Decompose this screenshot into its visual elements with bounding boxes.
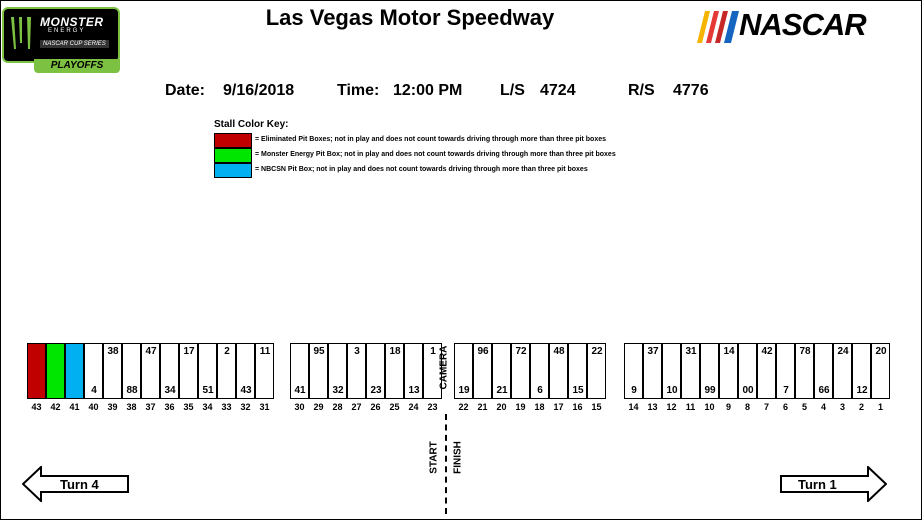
stall-car-number: 00	[742, 385, 754, 396]
stall-index: 41	[69, 402, 80, 412]
stall-index: 29	[313, 402, 324, 412]
stall-index: 19	[515, 402, 526, 412]
stall-car-number: 17	[183, 346, 195, 357]
stall-index: 5	[801, 402, 807, 412]
stall-car-number: 19	[458, 385, 470, 396]
time-label: Time:	[337, 82, 380, 99]
stall-index: 13	[647, 402, 658, 412]
stall-car-number: 48	[553, 346, 565, 357]
playoffs-badge: PLAYOFFS	[34, 59, 120, 73]
start-label: START	[428, 441, 440, 474]
pit-stall	[255, 343, 274, 399]
turn4-label: Turn 4	[60, 477, 99, 492]
stall-index: 42	[50, 402, 61, 412]
pit-stall	[46, 343, 65, 399]
camera-label: CAMERA	[438, 345, 450, 390]
stall-car-number: 99	[704, 385, 716, 396]
stall-car-number: 43	[240, 385, 252, 396]
stall-car-number: 41	[294, 385, 306, 396]
stall-car-number: 20	[875, 346, 887, 357]
key-text: = Monster Energy Pit Box; not in play and does not count towards driving through more than three pit boxes	[255, 151, 616, 158]
stall-index: 2	[858, 402, 864, 412]
key-text: = NBCSN Pit Box; not in play and does not count towards driving through more than three pit boxes	[255, 166, 588, 173]
date-label: Date:	[165, 82, 206, 99]
stall-car-number: 9	[631, 385, 637, 396]
color-key-title: Stall Color Key:	[214, 119, 289, 130]
logo-sub-text: ENERGY	[48, 28, 86, 34]
time-value: 12:00 PM	[393, 82, 463, 99]
stall-index: 21	[477, 402, 488, 412]
stall-index: 15	[591, 402, 602, 412]
stall-car-number: 88	[126, 385, 138, 396]
stall-index: 38	[126, 402, 137, 412]
stall-index: 4	[820, 402, 826, 412]
finish-label: FINISH	[452, 441, 464, 474]
stall-car-number: 18	[389, 346, 401, 357]
turn1-arrow	[779, 466, 887, 507]
stall-car-number: 34	[164, 385, 176, 396]
stall-index: 43	[31, 402, 42, 412]
pit-stall	[587, 343, 606, 399]
stall-index: 34	[202, 402, 213, 412]
stall-car-number: 1	[430, 346, 436, 357]
stall-index: 18	[534, 402, 545, 412]
stall-car-number: 15	[572, 385, 584, 396]
stall-car-number: 14	[723, 346, 735, 357]
logo-brand-text: MONSTER	[40, 15, 104, 29]
stall-index: 36	[164, 402, 175, 412]
stall-car-number: 4	[91, 385, 97, 396]
stall-car-number: 12	[856, 385, 868, 396]
stall-index: 23	[427, 402, 438, 412]
stall-index: 30	[294, 402, 305, 412]
stall-index: 11	[685, 402, 696, 412]
stall-car-number: 11	[259, 346, 271, 357]
stall-car-number: 24	[837, 346, 849, 357]
stall-car-number: 31	[685, 346, 697, 357]
stall-index: 8	[744, 402, 750, 412]
stall-index: 10	[704, 402, 715, 412]
stall-car-number: 6	[537, 385, 543, 396]
stall-car-number: 38	[107, 346, 119, 357]
stall-index: 22	[458, 402, 469, 412]
stall-index: 7	[763, 402, 769, 412]
stall-index: 35	[183, 402, 194, 412]
stall-car-number: 10	[666, 385, 678, 396]
page-title: Las Vegas Motor Speedway	[265, 5, 555, 30]
date-value: 9/16/2018	[223, 82, 295, 99]
logo-series-text: NASCAR CUP SERIES	[40, 40, 109, 48]
stall-index: 28	[332, 402, 343, 412]
stall-index: 24	[408, 402, 419, 412]
stall-car-number: 51	[202, 385, 214, 396]
stall-car-number: 95	[313, 346, 325, 357]
stall-index: 12	[666, 402, 677, 412]
stall-car-number: 2	[224, 346, 230, 357]
ls-value: 4724	[540, 82, 576, 99]
stall-car-number: 32	[332, 385, 344, 396]
stall-index: 31	[259, 402, 270, 412]
stall-index: 3	[839, 402, 845, 412]
stall-index: 39	[107, 402, 118, 412]
start-finish-line	[445, 414, 447, 514]
stall-index: 40	[88, 402, 99, 412]
stall-car-number: 42	[761, 346, 773, 357]
stall-index: 16	[572, 402, 583, 412]
turn4-arrow	[22, 466, 130, 507]
pit-stall	[27, 343, 46, 399]
stall-car-number: 72	[515, 346, 527, 357]
stall-index: 9	[725, 402, 731, 412]
stall-car-number: 78	[799, 346, 811, 357]
stall-car-number: 66	[818, 385, 830, 396]
stall-index: 25	[389, 402, 400, 412]
stall-car-number: 7	[783, 385, 789, 396]
rs-value: 4776	[673, 82, 709, 99]
stall-index: 20	[496, 402, 507, 412]
nascar-wordmark: NASCAR	[739, 7, 866, 42]
stall-car-number: 23	[370, 385, 382, 396]
ls-label: L/S	[500, 82, 525, 99]
turn1-label: Turn 1	[798, 477, 837, 492]
stall-index: 14	[628, 402, 639, 412]
stall-index: 27	[351, 402, 362, 412]
stall-index: 33	[221, 402, 232, 412]
key-text: = Eliminated Pit Boxes; not in play and does not count towards driving through more than three pit boxes	[255, 136, 607, 143]
stall-index: 17	[553, 402, 564, 412]
stall-car-number: 47	[145, 346, 157, 357]
stall-index: 26	[370, 402, 381, 412]
stall-car-number: 21	[496, 385, 508, 396]
stall-index: 6	[782, 402, 788, 412]
stall-index: 37	[145, 402, 156, 412]
stall-car-number: 13	[408, 385, 420, 396]
stall-car-number: 37	[647, 346, 659, 357]
rs-label: R/S	[628, 82, 655, 99]
stall-car-number: 3	[354, 346, 360, 357]
stall-index: 32	[240, 402, 251, 412]
stall-car-number: 96	[477, 346, 489, 357]
stall-index: 1	[877, 402, 883, 412]
stall-car-number: 22	[591, 346, 603, 357]
pit-stall	[871, 343, 890, 399]
